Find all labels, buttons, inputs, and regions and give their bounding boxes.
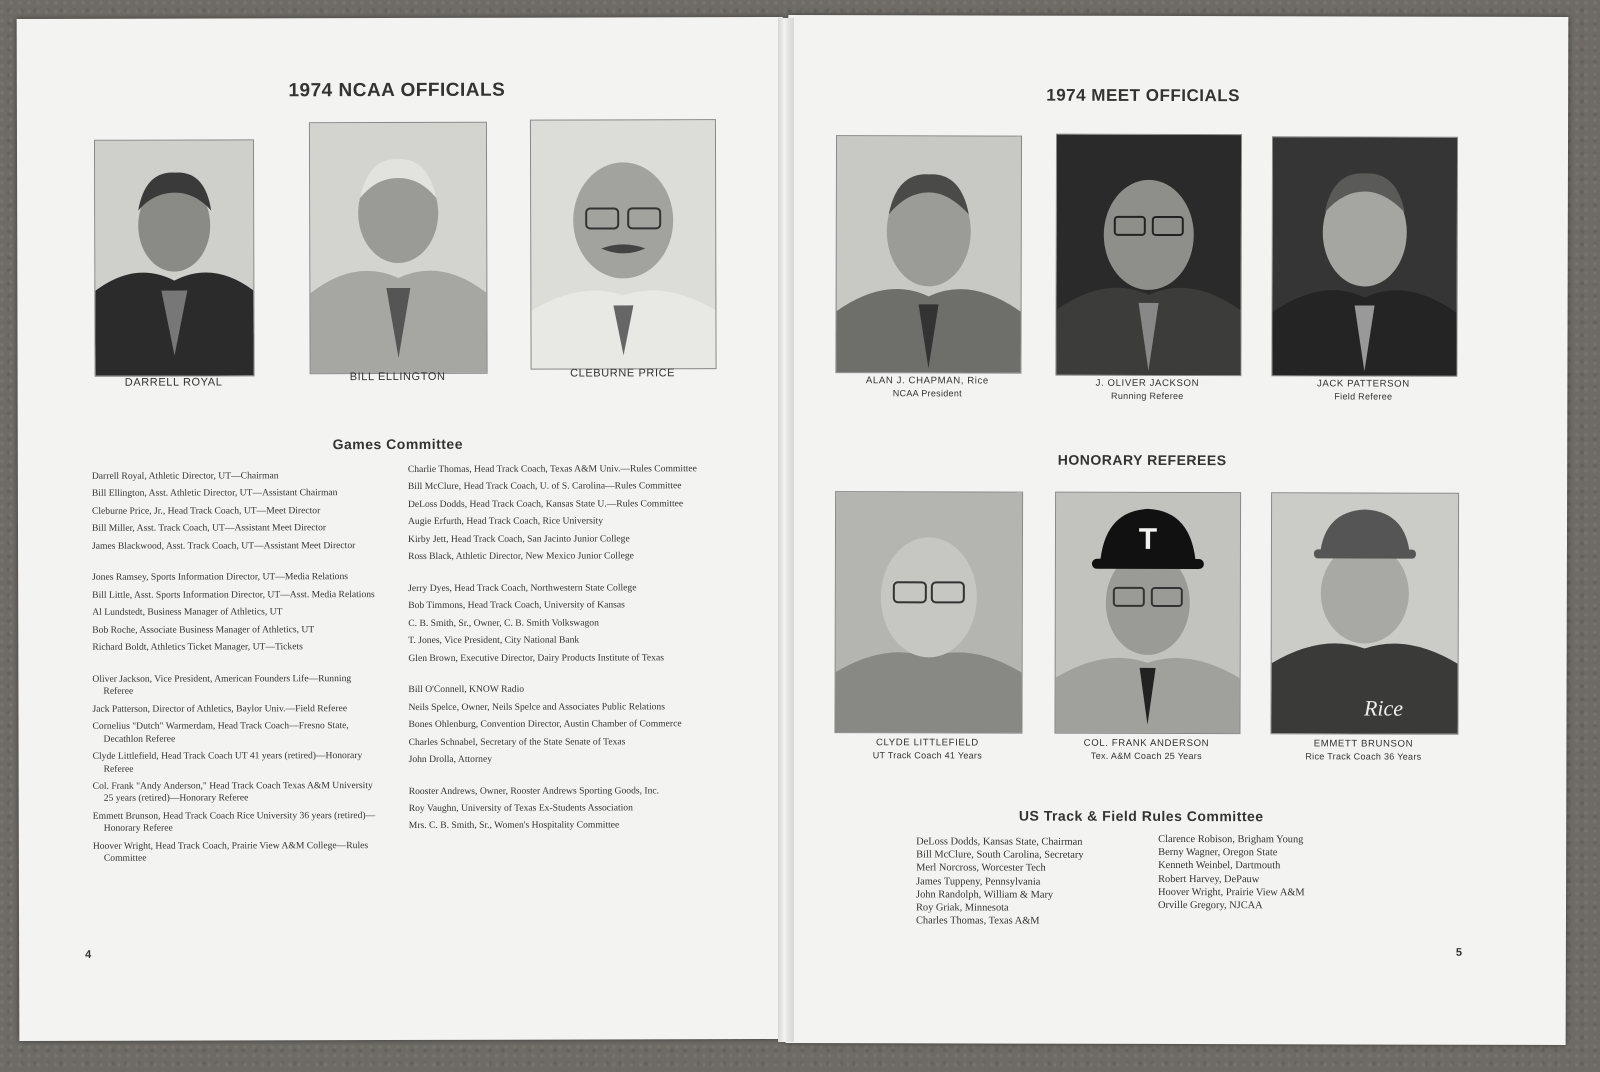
committee-member: Richard Boldt, Athletics Ticket Manager, UT—Tickets xyxy=(92,641,303,654)
committee-member: Bill Little, Asst. Sports Information Director, UT—Asst. Media Relations xyxy=(92,588,375,601)
honorary-role: Rice Track Coach 36 Years xyxy=(1305,751,1422,762)
list-gap xyxy=(92,557,382,572)
official-photo-ellington xyxy=(309,122,488,374)
meet-official-role: Running Referee xyxy=(1111,390,1184,402)
meet-caption-jackson xyxy=(1037,378,1257,402)
committee-member: John Drolla, Attorney xyxy=(408,753,493,766)
right-page xyxy=(786,15,1569,1045)
official-name: DARRELL ROYAL xyxy=(124,376,223,389)
meet-official-name: JACK PATTERSON xyxy=(1316,378,1410,390)
rules-committee-member: John Randolph, William & Mary xyxy=(916,889,1054,901)
rules-committee-member: Bill McClure, South Carolina, Secretary xyxy=(916,849,1084,861)
page-number-right: 5 xyxy=(1455,946,1463,959)
honorary-caption-anderson xyxy=(1036,738,1256,762)
games-committee-column-1 xyxy=(92,470,383,871)
committee-member: Jerry Dyes, Head Track Coach, Northwestern State College xyxy=(408,582,637,594)
rules-committee-heading: US Track & Field Rules Committee xyxy=(1018,807,1264,825)
sweater-text: Rice xyxy=(1363,695,1404,721)
honorary-photo-anderson xyxy=(1054,492,1241,734)
honorary-name: EMMETT BRUNSON xyxy=(1313,738,1414,750)
meet-official-name: ALAN J. CHAPMAN, Rice xyxy=(865,375,989,387)
committee-member: Emmett Brunson, Head Track Coach Rice University 36 years (retired)—Honorary Referee xyxy=(92,809,376,835)
meet-photo-patterson xyxy=(1271,136,1458,376)
rules-committee-member: Clarence Robison, Brigham Young xyxy=(1158,833,1304,846)
meet-photo-chapman xyxy=(835,135,1022,373)
honorary-photo-brunson xyxy=(1270,492,1459,734)
rules-committee-member: Roy Griak, Minnesota xyxy=(915,902,1009,914)
meet-official-name: J. OLIVER JACKSON xyxy=(1095,377,1200,390)
games-committee-column-2 xyxy=(408,463,721,838)
committee-member: Bob Roche, Associate Business Manager of Athletics, UT xyxy=(92,623,315,636)
meet-caption-patterson xyxy=(1253,378,1473,402)
committee-member: Roy Vaughn, University of Texas Ex-Students Association xyxy=(408,802,633,814)
committee-member: Col. Frank "Andy Anderson," Head Track Coach Texas A&M University 25 years (retired)—Honorary Referee xyxy=(92,780,373,805)
rules-committee-member: Robert Harvey, DePauw xyxy=(1158,873,1260,885)
committee-member: Rooster Andrews, Owner, Rooster Andrews Sporting Goods, Inc. xyxy=(408,784,660,797)
rules-committee-member: James Tuppeny, Pennsylvania xyxy=(916,875,1041,888)
meet-official-role: Field Referee xyxy=(1334,391,1393,402)
committee-member: James Blackwood, Asst. Track Coach, UT—Assistant Meet Director xyxy=(92,539,356,552)
committee-member: Clyde Littlefield, Head Track Coach UT 41 years (retired)—Honorary Referee xyxy=(92,750,363,775)
left-page xyxy=(17,17,786,1041)
committee-member: Jones Ramsey, Sports Information Director, UT—Media Relations xyxy=(92,571,348,584)
committee-member: DeLoss Dodds, Head Track Coach, Kansas State U.—Rules Committee xyxy=(407,498,684,510)
honorary-role: UT Track Coach 41 Years xyxy=(872,750,983,761)
rules-committee-column-1 xyxy=(916,835,1146,928)
committee-member: Oliver Jackson, Vice President, American Founders Life—Running Referee xyxy=(92,672,352,697)
committee-member: C. B. Smith, Sr., Owner, C. B. Smith Volkswagon xyxy=(408,617,599,629)
committee-member: Bones Ohlenburg, Convention Director, Austin Chamber of Commerce xyxy=(408,718,682,731)
committee-member: Augie Erfurth, Head Track Coach, Rice University xyxy=(407,515,604,528)
honorary-referees-heading: HONORARY REFEREES xyxy=(1057,451,1227,469)
list-gap xyxy=(408,669,720,684)
committee-member: Kirby Jett, Head Track Coach, San Jacinto Junior College xyxy=(408,533,630,545)
committee-member: Al Lundstedt, Business Manager of Athletics, UT xyxy=(92,606,283,619)
committee-member: Glen Brown, Executive Director, Dairy Products Institute of Texas xyxy=(408,651,664,664)
rules-committee-member: Orville Gregory, NJCAA xyxy=(1158,899,1263,912)
committee-member: Bob Timmons, Head Track Coach, University of Kansas xyxy=(408,599,625,612)
honorary-name: COL. FRANK ANDERSON xyxy=(1083,737,1210,750)
rules-committee-column-2 xyxy=(1158,833,1388,913)
committee-member: Cleburne Price, Jr., Head Track Coach, UT—Meet Director xyxy=(91,505,321,517)
honorary-photo-littlefield xyxy=(834,491,1023,733)
honorary-caption-littlefield xyxy=(816,737,1038,761)
rules-committee-member: Hoover Wright, Prairie View A&M xyxy=(1158,886,1305,899)
rules-committee-member: Berny Wagner, Oregon State xyxy=(1158,847,1278,859)
official-caption-royal xyxy=(75,376,273,389)
list-gap xyxy=(92,659,382,674)
committee-member: Hoover Wright, Head Track Coach, Prairie View A&M College—Rules Committee xyxy=(92,839,369,865)
official-caption-ellington xyxy=(298,371,498,384)
committee-member: Neils Spelce, Owner, Neils Spelce and Associates Public Relations xyxy=(408,700,665,713)
committee-member: Cornelius "Dutch" Warmerdam, Head Track Coach—Fresno State, Decathlon Referee xyxy=(92,720,349,745)
official-caption-price xyxy=(523,367,723,380)
committee-member: Darrell Royal, Athletic Director, UT—Chairman xyxy=(91,470,279,482)
committee-member: Bill McClure, Head Track Coach, U. of S. Carolina—Rules Committee xyxy=(407,480,682,493)
committee-member: Jack Patterson, Director of Athletics, Baylor Univ.—Field Referee xyxy=(92,702,348,715)
committee-member: Bill O'Connell, KNOW Radio xyxy=(408,683,525,696)
committee-member: Bill Miller, Asst. Track Coach, UT—Assistant Meet Director xyxy=(91,522,327,535)
committee-member: Charles Schnabel, Secretary of the State Senate of Texas xyxy=(408,735,626,748)
committee-member: Mrs. C. B. Smith, Sr., Women's Hospitality Committee xyxy=(408,819,620,832)
ncaa-officials-title: 1974 NCAA OFFICIALS xyxy=(288,79,506,102)
committee-member: Charlie Thomas, Head Track Coach, Texas A&M Univ.—Rules Committee xyxy=(407,463,697,475)
cap-letter: T xyxy=(1138,522,1158,556)
honorary-caption-brunson xyxy=(1252,738,1474,762)
committee-member: Ross Black, Athletic Director, New Mexico Junior College xyxy=(408,550,634,563)
honorary-role: Tex. A&M Coach 25 Years xyxy=(1090,750,1202,762)
rules-committee-member: DeLoss Dodds, Kansas State, Chairman xyxy=(916,836,1083,848)
meet-officials-title: 1974 MEET OFFICIALS xyxy=(1046,85,1241,106)
official-photo-price xyxy=(530,119,717,369)
book-spine xyxy=(778,18,794,1042)
committee-member: T. Jones, Vice President, City National Bank xyxy=(408,634,580,647)
committee-member: Bill Ellington, Asst. Athletic Director, UT—Assistant Chairman xyxy=(91,487,338,500)
honorary-name: CLYDE LITTLEFIELD xyxy=(876,737,979,749)
official-name: BILL ELLINGTON xyxy=(349,370,446,384)
official-photo-royal xyxy=(94,139,255,376)
list-gap xyxy=(408,568,720,583)
rules-committee-member: Merl Norcross, Worcester Tech xyxy=(916,862,1046,875)
meet-official-role: NCAA President xyxy=(892,388,962,399)
games-committee-heading: Games Committee xyxy=(332,435,464,453)
rules-committee-member: Kenneth Weinbel, Dartmouth xyxy=(1158,860,1281,872)
rules-committee-member: Charles Thomas, Texas A&M xyxy=(915,915,1040,927)
meet-caption-chapman xyxy=(817,375,1037,399)
list-gap xyxy=(409,771,721,786)
page-number-left: 4 xyxy=(85,948,92,961)
meet-photo-jackson xyxy=(1055,134,1242,376)
official-name: CLEBURNE PRICE xyxy=(570,367,676,380)
